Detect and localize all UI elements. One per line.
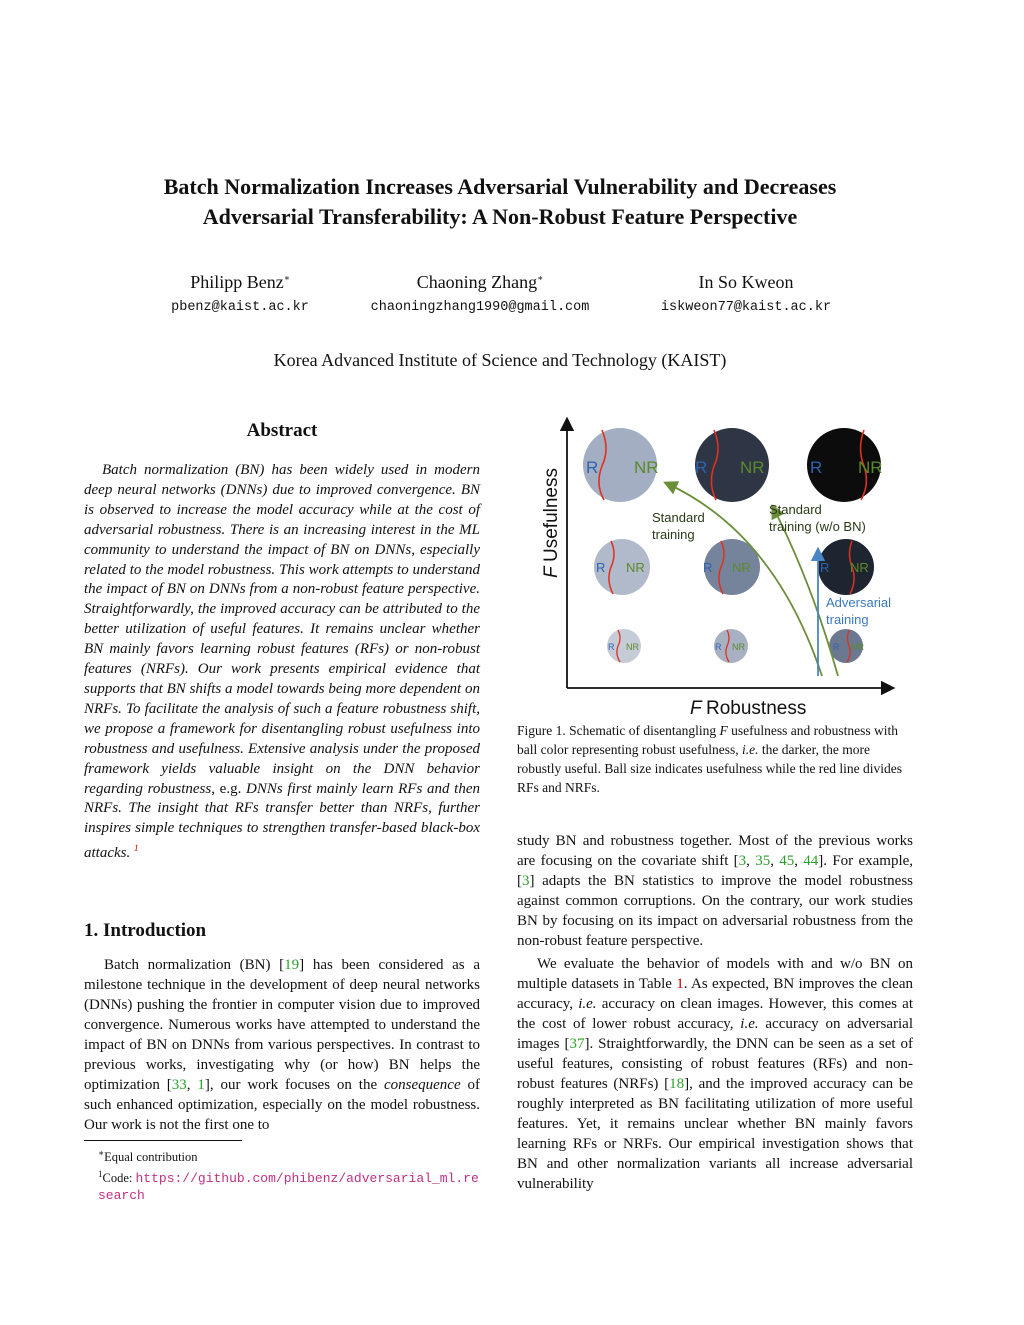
arrow-label: training (826, 612, 869, 627)
citation-link[interactable]: 33 (171, 1077, 187, 1093)
code-url-link[interactable]: https://github.com/phibenz/adversarial_ml.research (98, 1171, 479, 1204)
arrow-label: training (w/o BN) (769, 519, 866, 534)
abstract-text (84, 461, 480, 864)
author-3 (636, 272, 856, 293)
emphasis: i.e. (741, 742, 759, 757)
citation-link[interactable]: 1 (197, 1077, 205, 1093)
emphasis: consequence (383, 1077, 461, 1093)
r-label: R (608, 642, 615, 652)
nr-label: NR (851, 642, 864, 652)
footnote-text: Equal contribution (104, 1150, 198, 1165)
author-2 (340, 272, 620, 293)
author-email[interactable]: pbenz@kaist.ac.kr (171, 300, 309, 315)
intro-paragraph (84, 955, 480, 1135)
arrow-label: Adversarial (826, 595, 892, 610)
title-line-1: Batch Normalization Increases Adversarial Vulnerability and Decreases (163, 174, 837, 199)
paper-title (0, 172, 1000, 232)
citation-link[interactable]: 45 (779, 853, 795, 869)
r-label: R (810, 458, 823, 477)
title-line-2: Adversarial Transferability: A Non-Robust Feature Perspective (202, 204, 798, 229)
author-email[interactable]: chaoningzhang1990@gmail.com (370, 300, 590, 315)
author-name: In So Kweon (698, 272, 794, 292)
nr-label: NR (626, 560, 645, 575)
x-axis-label-f: F (690, 698, 702, 719)
r-label: R (715, 642, 722, 652)
author-name: Chaoning Zhang (416, 272, 538, 292)
figure-caption (517, 721, 913, 797)
footnote-mark: ∗ (98, 1148, 105, 1158)
footnote-mark: 1 (98, 1169, 103, 1180)
intro-heading: 1. Introduction (84, 920, 207, 941)
nr-label: NR (634, 458, 659, 477)
r-label: R (596, 560, 606, 575)
text: Batch normalization (BN) [ (104, 957, 285, 973)
figure-1 (520, 414, 900, 719)
text: ] has been considered as a milestone technique in the development of deep neural networks (DNNs) pushing the frontier in computer vision due to improved convergence. Numerous works have attempted to understand the impact of BN on DNNs from various perspectives. In contrast to previous works, investigating why (or how) BN helps the optimization [ (84, 957, 480, 1093)
r-label: R (820, 560, 830, 575)
footnote-rule (84, 1140, 242, 1141)
emphasis: i.e. (578, 996, 597, 1012)
nr-label: NR (858, 458, 883, 477)
citation-link[interactable]: 3 (522, 873, 530, 889)
r-label: R (695, 458, 708, 477)
text: We evaluate the behavior of models with and w/o BN on multiple datasets in Table (517, 956, 913, 992)
table-ref-link[interactable]: 1 (676, 976, 684, 992)
arrow-label: training (652, 527, 695, 542)
affiliation: Korea Advanced Institute of Science and Technology (KAIST) (273, 350, 727, 370)
nr-label: NR (850, 560, 869, 575)
nr-label: NR (732, 642, 745, 652)
emphasis: F (719, 723, 728, 738)
r-label: R (703, 560, 713, 575)
text: ]. For example, [ (517, 853, 914, 889)
text: , (186, 1077, 198, 1093)
citation-link[interactable]: 35 (755, 853, 771, 869)
author-email[interactable]: iskweon77@kaist.ac.kr (660, 300, 832, 315)
author-name: Philipp Benz (190, 272, 284, 292)
text: ], our work focuses on the (204, 1077, 384, 1093)
footnote-equal (84, 1145, 484, 1166)
equal-contribution-mark: ∗ (283, 273, 290, 283)
text: Figure 1. Schematic of disentangling (517, 723, 720, 738)
text: the darker, the more robustly useful. Ball size indicates usefulness while the red line divides RFs and NRFs. (517, 742, 903, 795)
citation-link[interactable]: 3 (738, 853, 747, 869)
text: study BN and robustness together. Most of the previous works are focusing on the covariate shift [ (517, 833, 913, 869)
footnote-text: Code: (102, 1171, 136, 1186)
abstract-part-1: Batch normalization (BN) has been widely used in modern deep neural networks (DNNs) due to improved convergence. BN is observed to increase the model accuracy while at the cost of adversarial robustness. There is an increasing interest in the ML community to understand the impact of BN on DNNs, especially related to the model robustness. This work attempts to understand the impact of BN on DNNs from a non-robust feature perspective. Straightforwardly, the improved accuracy can be attributed to the better utilization of useful features. It remains unclear whether BN mainly favors learning robust features (RFs) or non-robust features (NRFs). Our work presents empirical evidence that supports that BN shifts a model towards being more dependent on NRFs. To facilitate the analysis of such a feature robustness shift, we propose a framework for disentangling robust usefulness into robustness and usefulness. Extensive analysis under the proposed framework yields valuable insight on the DNN behavior regarding robustness, (84, 462, 480, 797)
text: accuracy on adversarial images [ (517, 1016, 913, 1052)
text: ], and the improved accuracy can be roughly interpreted as BN facilitating utilization of more useful features. Yet, it remains unclear whether BN mainly favors learning RFs or NRFs. Our empirical investigation shows that BN and other normalization variants all increase adversarial vulnerability (517, 1076, 913, 1192)
text: ] adapts the BN statistics to improve the model robustness against common corruptions. On the contrary, our work studies BN by focusing on its impact on adversarial robustness from the non-robust feature perspective. (517, 873, 913, 949)
abstract-heading: Abstract (246, 420, 318, 441)
y-axis-label-f: F (541, 566, 562, 578)
x-axis-label: Robustness (706, 698, 807, 719)
arrow-label: Standard (769, 502, 822, 517)
emphasis: i.e. (740, 1016, 759, 1032)
text: usefulness and robustness with ball color representing robust usefulness, (517, 723, 898, 757)
footnote-link[interactable]: 1 (134, 843, 139, 854)
y-axis-label: Usefulness (541, 468, 562, 562)
abstract-eg: e.g. (219, 780, 242, 797)
right-paragraph-1: study BN and robustness together. Most of the previous works are focusing on the covariate shift [3, 35, 45, 44]. For example, [3] adapts the BN statistics to improve the model robustness against common corruptions. On the contrary, our work studies BN by focusing on its impact on adversarial robustness from the non-robust feature perspective. (517, 833, 914, 949)
right-paragraph-2 (517, 954, 913, 1194)
nr-label: NR (626, 642, 639, 652)
author-1 (130, 272, 350, 293)
citation-link[interactable]: 37 (569, 1036, 585, 1052)
footnotes (84, 1145, 484, 1204)
footnote-code (84, 1166, 484, 1204)
text: of such enhanced optimization, especially on the model robustness. Our work is not the first one to (84, 1077, 480, 1133)
text: ]. Straightforwardly, the DNN can be seen as a set of useful features, consisting of robust features (RFs) and non-robust features (NRFs) [ (517, 1036, 914, 1092)
nr-label: NR (732, 560, 751, 575)
text: accuracy on clean images. However, this comes at the cost of lower robust accuracy, (517, 996, 914, 1032)
r-label: R (586, 458, 599, 477)
text: . As expected, BN improves the clean accuracy, (517, 976, 913, 1012)
citation-link[interactable]: 18 (669, 1076, 685, 1092)
citation-link[interactable]: 19 (284, 957, 300, 973)
arrow-label: Standard (652, 510, 705, 525)
equal-contribution-mark: ∗ (537, 273, 544, 283)
r-label: R (833, 642, 840, 652)
nr-label: NR (740, 458, 765, 477)
citation-link[interactable]: 44 (803, 853, 819, 869)
abstract-part-2: DNNs first mainly learn RFs and then NRFs. The insight that RFs transfer better than NRFs, further inspires simple techniques to strengthen transfer-based black-box attacks. (84, 780, 481, 862)
